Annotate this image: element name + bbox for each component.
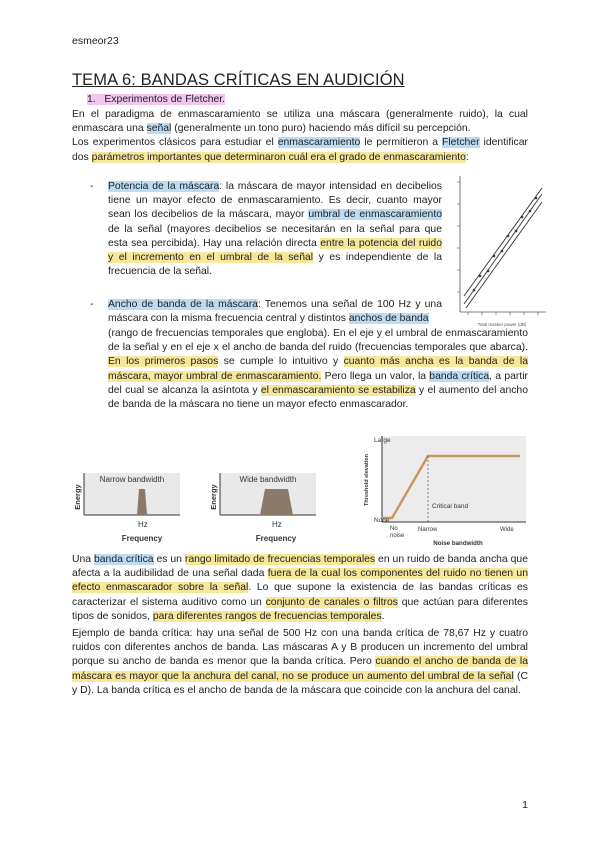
highlight-enmascaramiento: enmascaramiento [277, 137, 361, 149]
highlight-anchos-banda: anchos de banda [348, 313, 429, 325]
section-heading [87, 93, 225, 107]
intro-text: le permitieron a [360, 137, 443, 149]
highlight-senal: señal [146, 123, 172, 135]
bullet-ancho-banda-head [108, 298, 442, 326]
wide-bandwidth-figure [210, 467, 320, 547]
highlight-banda-critica: banda crítica [94, 554, 154, 565]
intro-text: : [465, 151, 469, 163]
hz-label: Hz [138, 520, 148, 529]
body-text: que actúan para diferentes tipos de sonidos, [72, 596, 529, 622]
body-text: . [381, 610, 385, 622]
highlight-fuera-de: fuera de la cual los componentes del ruido no tienen un efecto enmascarador sobre la señal [72, 568, 528, 594]
frequency-label: Frequency [121, 534, 163, 543]
energy-label: Energy [73, 484, 82, 510]
author-name: esmeor23 [72, 35, 119, 47]
highlight-mas-ancha: cuanto más ancha es la banda de la máscara, mayor umbral de enmascaramiento. [108, 356, 528, 382]
narrow-bandwidth-figure [74, 467, 184, 547]
critical-band-label: Critical band [432, 503, 469, 510]
narrow-bandwidth-label: Narrow bandwidth [99, 475, 165, 484]
no-noise-label-2: noise [390, 533, 405, 539]
bullet-text: : Tenemos una señal de 100 Hz y una máscara con la misma frecuencia central y distintos [108, 299, 442, 325]
highlight-rangos-frecuencias: para diferentes rangos de frecuencias temporales [152, 610, 382, 622]
bullet-text: , a partir del cual se alcanza la asíntota y [108, 370, 528, 396]
highlight-estabiliza: el enmascaramiento se estabiliza [260, 384, 416, 396]
section-number: 1. [87, 94, 96, 105]
highlight-cuando-ancho: cuando el ancho de banda de la máscara es mayor que la anchura del canal, no se produce un aumento del umbral de la señal [72, 656, 528, 682]
body-text: Una [72, 554, 94, 565]
highlight-banda-critica: banda crítica [429, 370, 490, 382]
critical-band-paragraph [72, 553, 528, 624]
highlight-potencia: Potencia de la máscara [108, 181, 220, 192]
highlight-parametros: parámetros importantes que determinaron cuál era el grado de enmascaramiento [91, 151, 466, 163]
noise-bandwidth-xlabel: Noise bandwidth [433, 540, 483, 547]
intro-text: identificar dos [72, 137, 528, 163]
highlight-fletcher: Fletcher [442, 137, 480, 149]
bullet-text: (rango de frecuencias temporales que engloba). En el eje y el umbral de enmascaramiento de la señal y en el eje x el ancho de banda del ruido (frecuencias temporales que abarca). [108, 328, 528, 354]
hz-label: Hz [272, 520, 282, 529]
highlight-relacion: entre la potencia del ruido y el incremento en el umbral de la señal [108, 237, 442, 264]
body-text: en un ruido de banda ancha que afecta a la audibilidad de una señal dada [72, 554, 528, 580]
highlight-canales: conjunto de canales o filtros [265, 596, 398, 608]
energy-label: Energy [209, 484, 218, 510]
bullet-ancho-banda-body [108, 327, 528, 412]
bullet-text: y es independiente de la frecuencia de la señal. [108, 252, 442, 278]
highlight-umbral: umbral de enmascaramiento [308, 209, 442, 221]
bullet-text: Pero llega un valor, la [321, 370, 430, 382]
highlight-rango-limitado: rango limitado de frecuencias temporales [184, 554, 376, 565]
bullet-text: de la señal (mayores decibelios se necesitarán en la señal para que esta sea percibida). Hay una relación directa [108, 223, 442, 249]
frequency-label: Frequency [255, 534, 297, 543]
highlight-ancho-banda: Ancho de banda de la máscara [108, 299, 258, 310]
highlight-primeros-pasos: En los primeros pasos [108, 356, 219, 368]
bullet-text: se cumple lo intuitivo y [218, 356, 344, 368]
large-label: Large [374, 437, 391, 444]
no-noise-label: No [390, 526, 398, 532]
body-text: (C y D). La banda crítica es el ancho de banda de la máscara que coincide con la anchura del canal. [72, 670, 529, 696]
bullet-text: y el aumento del ancho de banda de la máscara no tiene un mayor efecto enmascarador. [108, 384, 528, 411]
none-label: None [374, 517, 390, 524]
bullet-text: : la máscara de mayor intensidad en decibelios tiene un mayor efecto de enmascaramiento. Es decir, cuanto mayor sean los decibelios de la máscara, mayor [108, 181, 442, 221]
narrow-label: Narrow [418, 527, 438, 533]
wide-bandwidth-label: Wide bandwidth [239, 475, 297, 484]
masker-power-figure [452, 172, 548, 330]
intro-paragraph [72, 108, 528, 165]
intro-text: En el paradigma de enmascaramiento se utiliza una máscara (generalmente ruido), la cual enmascara una [72, 109, 528, 135]
body-text: . Lo que supone la existencia de las bandas críticas es caracterizar el sistema auditivo como un [72, 582, 528, 608]
bullet-dash: - [90, 299, 94, 310]
page-number: 1 [522, 799, 528, 811]
intro-text: Los experimentos clásicos para estudiar el [72, 137, 278, 149]
page-title: TEMA 6: BANDAS CRÍTICAS EN AUDICIÓN [72, 71, 405, 89]
wide-label: Wide [500, 527, 514, 533]
section-label: Experimentos de Fletcher. [104, 94, 226, 105]
example-paragraph [72, 627, 528, 698]
body-text: es un [153, 554, 185, 565]
bullet-potencia [108, 180, 442, 279]
body-text: Ejemplo de banda crítica: hay una señal de 500 Hz con una banda crítica de 78,67 Hz y cuatro ruidos con diferentes anchos de banda. Las máscaras A y B producen un incremento del umbral porque su ancho de banda es menor que la banda crítica. Pero [72, 628, 528, 668]
masker-power-xlabel: Total masker power (dB) [477, 322, 527, 327]
intro-text: (generalmente un tono puro) haciendo más difícil su percepción. [171, 123, 471, 135]
critical-band-figure [360, 434, 528, 548]
bullet-dash: - [90, 181, 94, 192]
threshold-ylabel: Threshold elevation [364, 454, 370, 506]
